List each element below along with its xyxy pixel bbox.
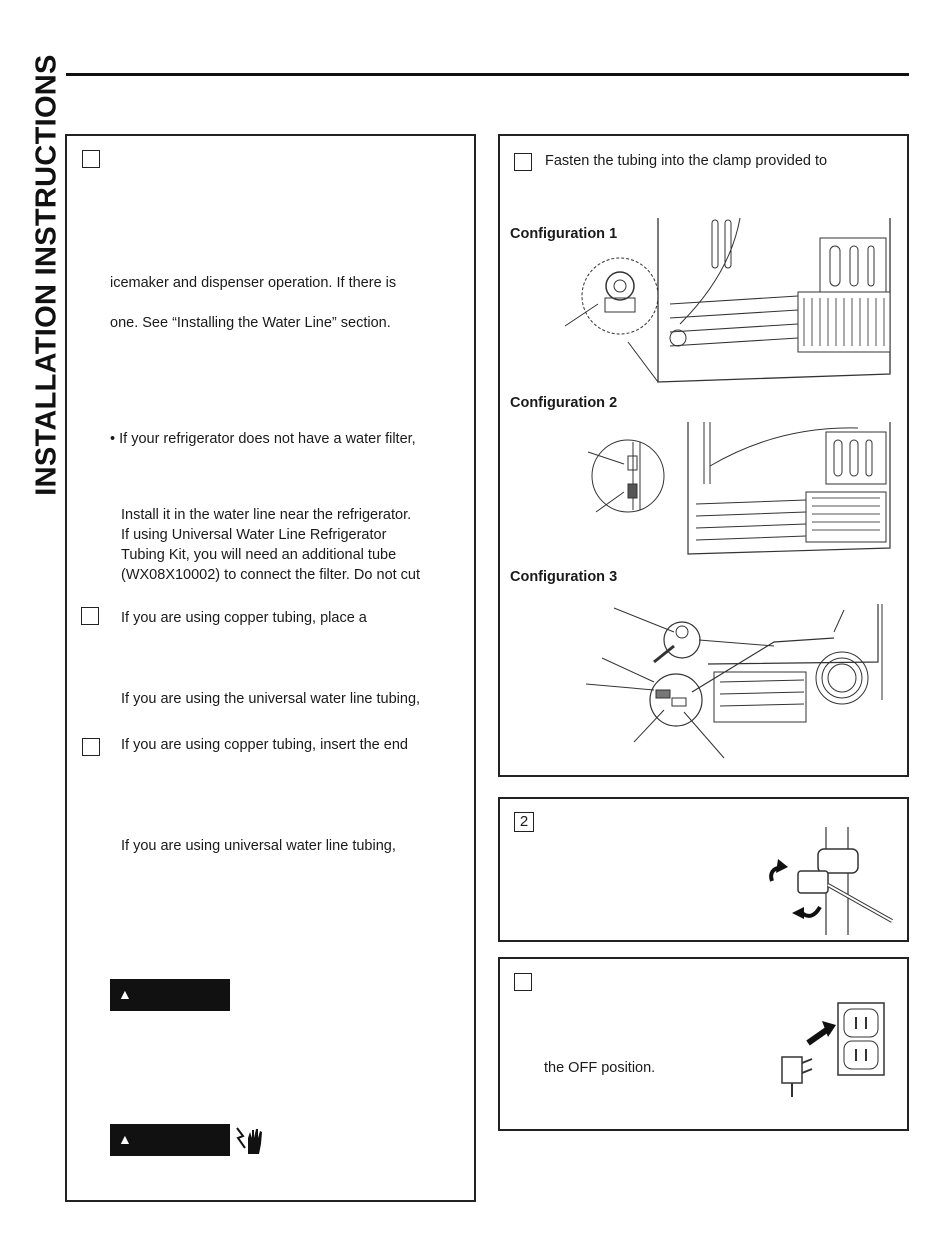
- text-filter-1: Install it in the water line near the refrigerator.: [121, 507, 412, 523]
- text-filter-3: Tubing Kit, you will need an additional tube: [121, 547, 397, 563]
- text-filter-2: If using Universal Water Line Refrigerator: [121, 527, 387, 543]
- text-see-section: one. See “Installing the Water Line” section.: [110, 315, 391, 331]
- header-rule: [66, 73, 909, 76]
- electric-shock-hand-icon: [233, 1124, 267, 1156]
- text-filter-4: (WX08X10002) to connect the filter. Do not cut: [121, 567, 421, 583]
- step-checkbox-2[interactable]: [81, 607, 99, 625]
- step-number-box: 2: [514, 812, 534, 832]
- text-copper-insert: If you are using copper tubing, insert the end: [121, 737, 408, 753]
- config-3-label: Configuration 3: [510, 569, 618, 585]
- text-universal-2: If you are using universal water line tubing,: [121, 838, 396, 854]
- text-copper-place: If you are using copper tubing, place a: [121, 610, 367, 626]
- step-checkbox-1[interactable]: [82, 150, 100, 168]
- config-2-label: Configuration 2: [510, 395, 618, 411]
- power-panel: [498, 957, 909, 1131]
- text-universal-1: If you are using the universal water line tubing,: [121, 691, 421, 707]
- warning-triangle-icon: ▲: [118, 1131, 132, 1147]
- config-1-label: Configuration 1: [510, 226, 618, 242]
- valve-panel: [498, 797, 909, 942]
- configuration-3-diagram: [584, 602, 894, 762]
- text-icemaker: icemaker and dispenser operation. If there is: [110, 275, 397, 291]
- left-instructions-panel: [65, 134, 476, 1202]
- step-checkbox-power[interactable]: [514, 973, 532, 991]
- warning-banner-1: [110, 979, 230, 1011]
- configuration-2-diagram: [578, 416, 898, 556]
- tubing-clamp-panel: [498, 134, 909, 777]
- text-off-position: the OFF position.: [544, 1060, 656, 1076]
- shutoff-valve-diagram: [762, 825, 902, 937]
- step-checkbox-fasten[interactable]: [514, 153, 532, 171]
- vertical-page-title: INSTALLATION INSTRUCTIONS: [30, 54, 63, 496]
- configuration-1-diagram: [560, 214, 900, 389]
- text-no-filter: • If your refrigerator does not have a water filter,: [110, 431, 416, 447]
- plug-outlet-diagram: [778, 999, 908, 1099]
- step-checkbox-3[interactable]: [82, 738, 100, 756]
- warning-triangle-icon: ▲: [118, 986, 132, 1002]
- text-fasten: Fasten the tubing into the clamp provided to: [545, 153, 828, 169]
- warning-banner-2: [110, 1124, 230, 1156]
